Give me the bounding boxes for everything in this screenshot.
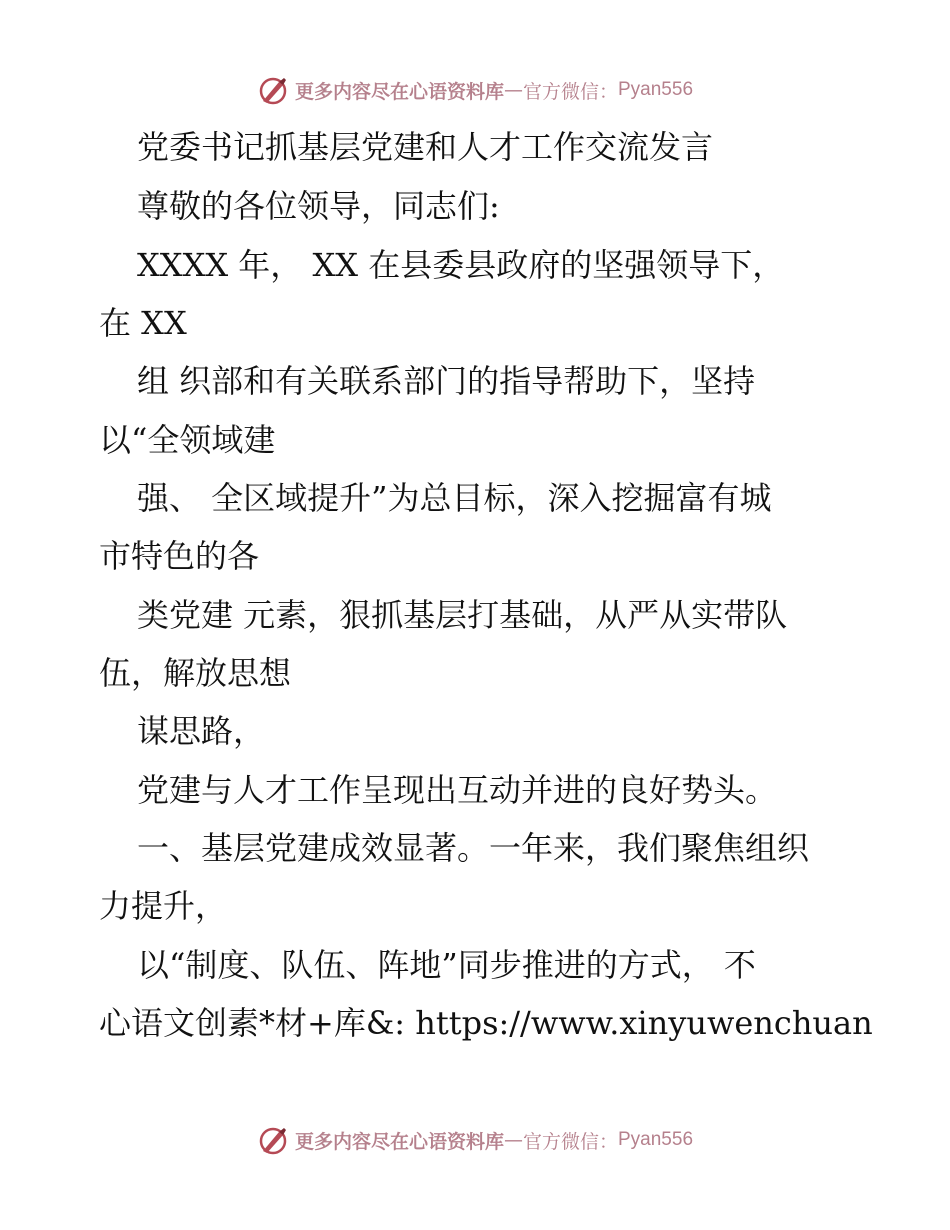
body-line: 心语文创素*材+库&: https://www.xinyuwenchuan: [99, 1004, 873, 1042]
banner-main-text: 更多内容尽在心语资料库: [294, 1130, 504, 1153]
body-line: 伍，解放思想: [99, 654, 292, 692]
banner-wechat-label: 官方微信：: [522, 1130, 618, 1153]
body-line: 在 XX: [99, 304, 187, 342]
body-line: 强、 全区域提升”为总目标，深入挖掘富有城: [137, 479, 772, 517]
section-heading-line: 一、基层党建成效显著。一年来，我们聚焦组织: [137, 829, 810, 867]
banner-separator: —: [503, 79, 523, 101]
document-title: 党委书记抓基层党建和人才工作交流发言: [137, 128, 714, 166]
watermark-banner-bottom: [0, 1120, 950, 1160]
body-line: 类党建 元素，狠抓基层打基础，从严从实带队: [137, 596, 788, 634]
body-line: 党建与人才工作呈现出互动并进的良好势头。: [137, 771, 778, 809]
body-line: XXXX 年， XX 在县委县政府的坚强领导下，: [137, 246, 785, 284]
body-line: 市特色的各: [99, 537, 260, 575]
body-line: 力提升，: [99, 887, 228, 925]
body-line: 组 织部和有关联系部门的指导帮助下，坚持: [137, 362, 756, 400]
banner-main-text: 更多内容尽在心语资料库: [294, 80, 504, 103]
banner-wechat-label: 官方微信：: [522, 80, 618, 103]
body-line: 谋思路，: [137, 712, 266, 750]
banner-wechat-id: Pyan556: [618, 1129, 694, 1150]
body-line: 以“全领域建: [99, 421, 276, 459]
brush-pen-logo-icon: [257, 1124, 289, 1156]
watermark-banner-top: [0, 70, 950, 110]
banner-separator: —: [503, 1129, 523, 1151]
body-line: 以“制度、队伍、阵地”同步推进的方式， 不: [137, 946, 756, 984]
salutation: 尊敬的各位领导，同志们:: [137, 187, 500, 225]
brush-pen-logo-icon: [257, 74, 289, 106]
banner-wechat-id: Pyan556: [618, 79, 694, 100]
